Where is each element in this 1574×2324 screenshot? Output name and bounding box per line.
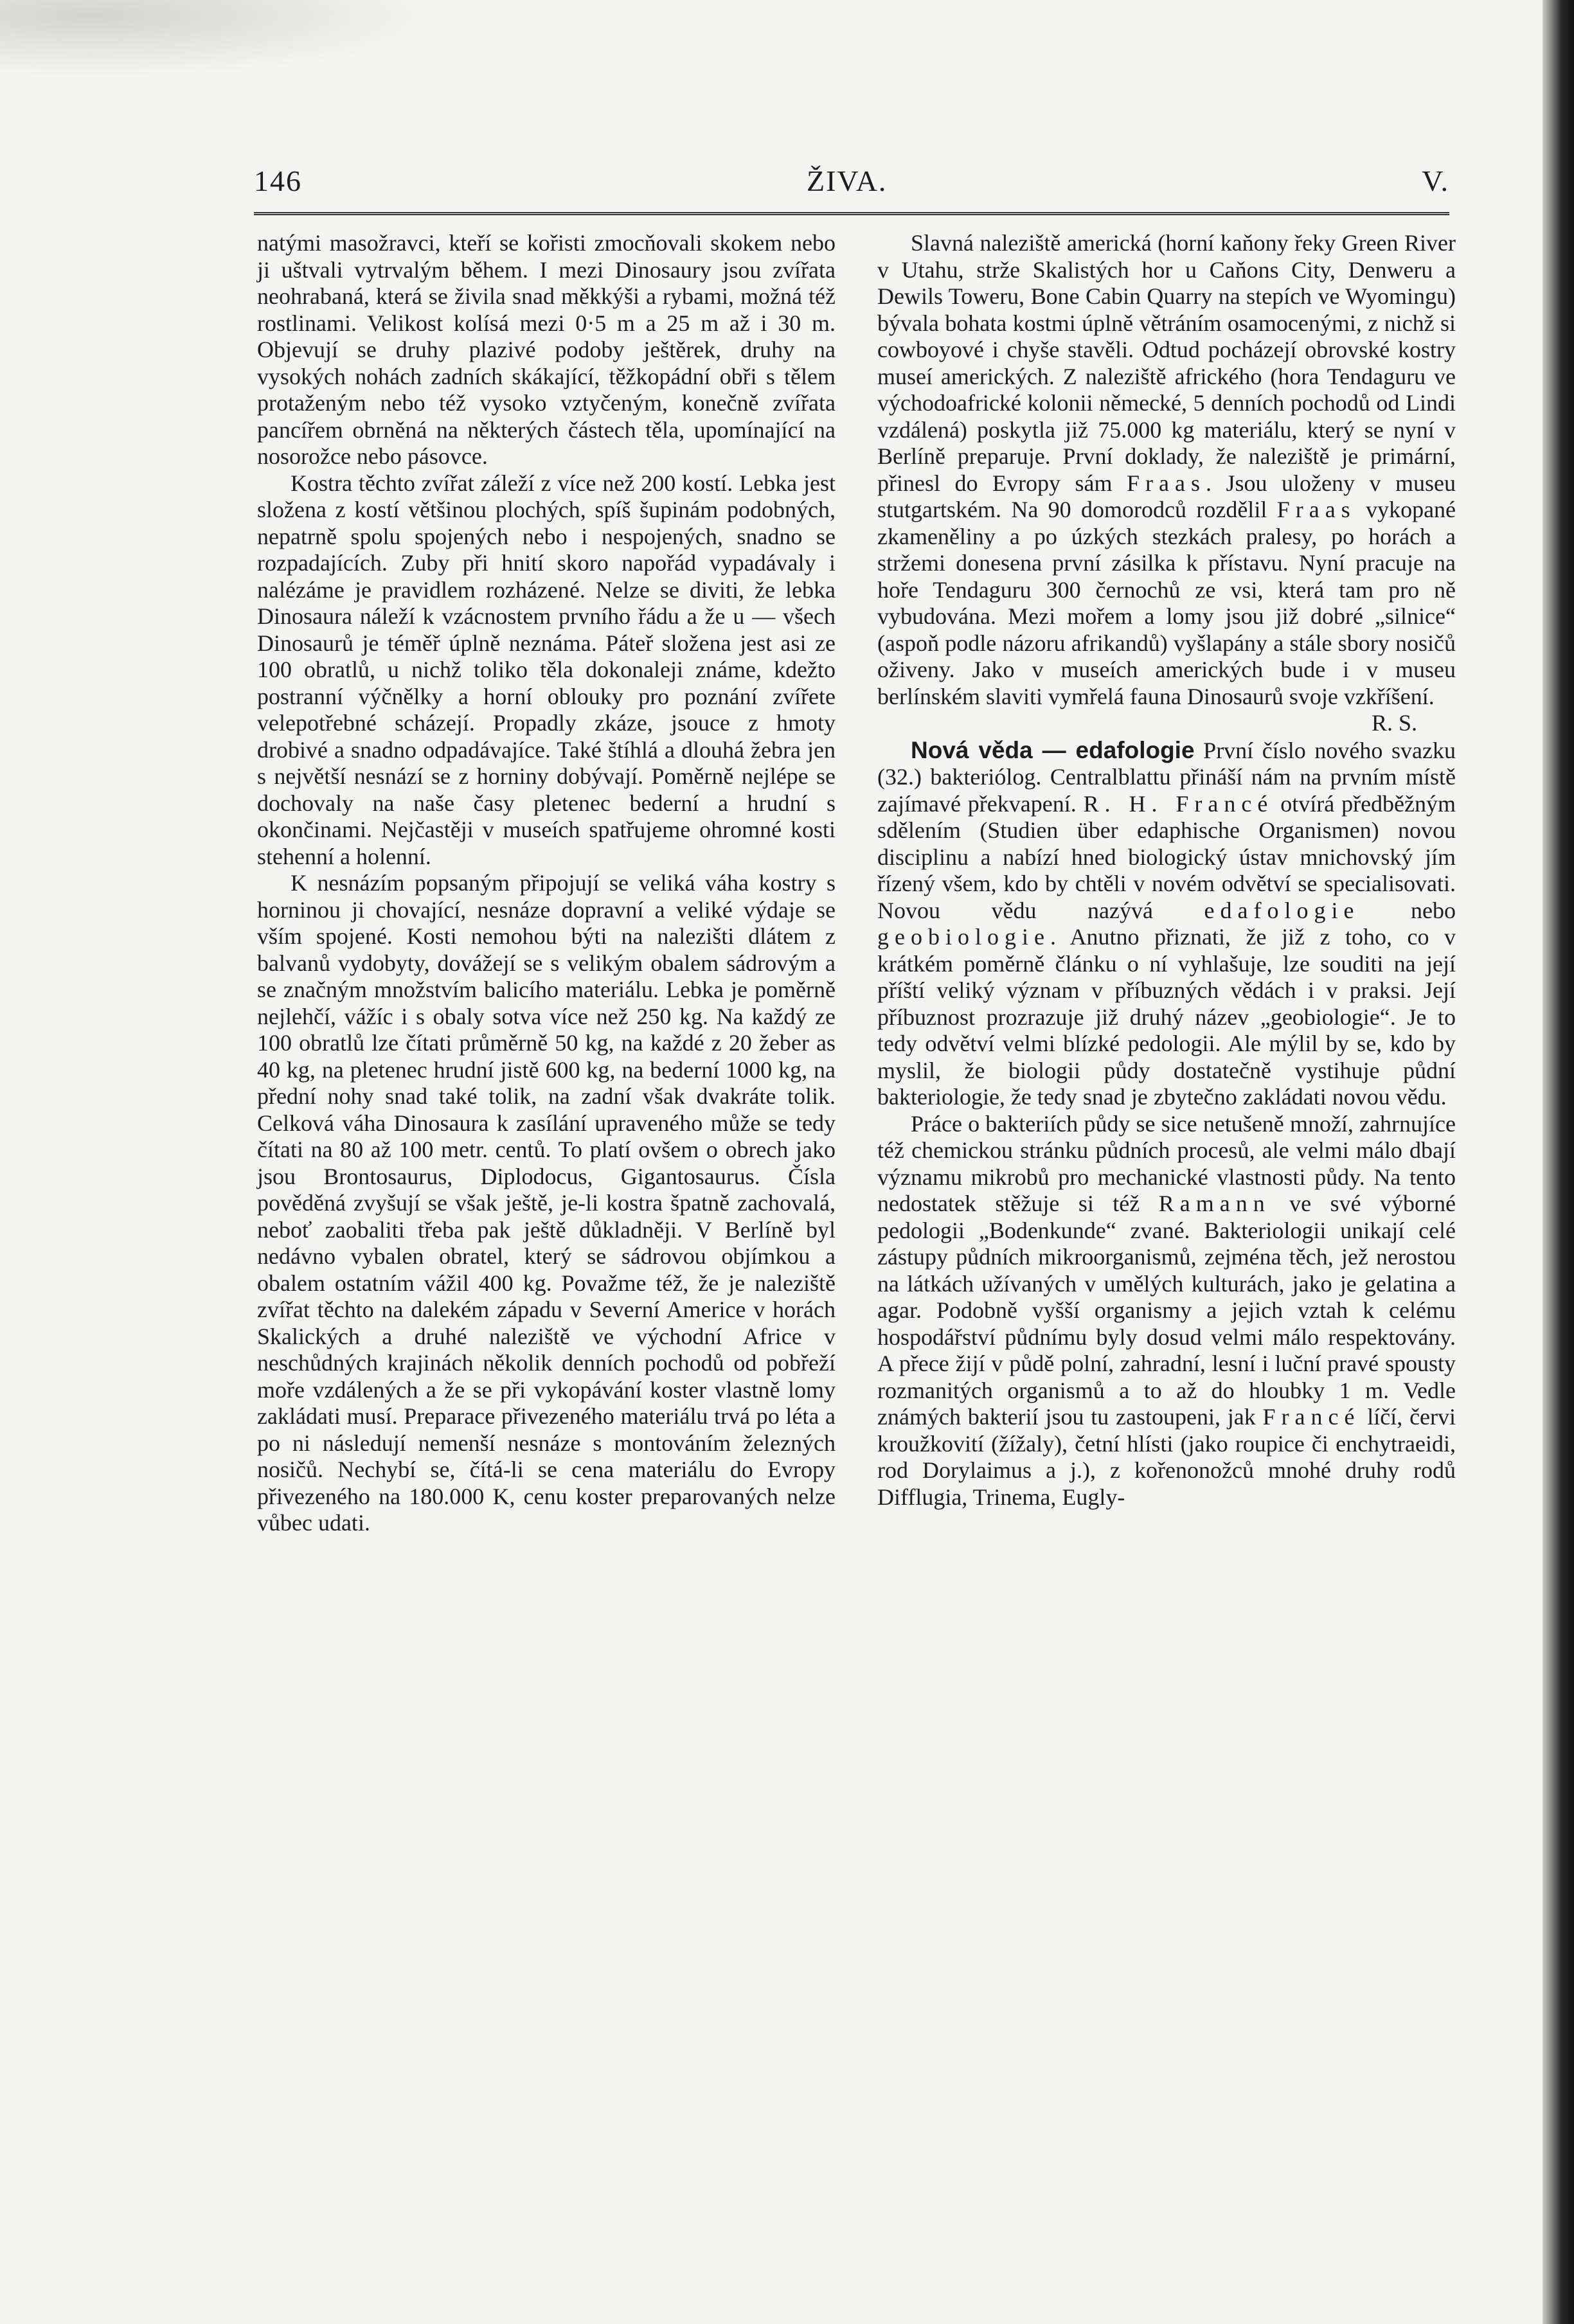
text-run: Slavná naleziště americká (horní kaňony řeky Green River v Utahu, strže Skalistých hor u Caňons City, Denweru a Dewils Toweru, Bone Cabin Quarry na stepích ve Wyomingu) bývala bohata kostmi úplně větráním osamocenými, z nichž si cowboyové i chyše stavěli. Odtud pocházejí obrovské kostry museí amerických. Z naleziště afrického (hora Tendaguru ve východoafrické kolonii německé, 5 denních pochodů od Lindi vzdálená) poskytla již 75.000 kg materiálu, který se nyní v Berlíně preparuje. První doklady, že naleziště je primární, přinesl do Evropy sám: [877, 230, 1456, 496]
section-heading: Nová věda — edafologie: [911, 736, 1195, 763]
text-run: nebo: [1411, 897, 1456, 923]
text-run: ve své výborné pedologii „Bodenkunde“ zvané. Bakteriologii unikají celé zástupy půdních mikroorganismů, zejména těch, jež nerostou na látkách užívaných v umělých kulturách, jako je gelatina a agar. Podobně vyšší organismy a jejich vztah k celému hospodářství půdnímu byly dosud velmi málo respektovány. A přece žijí v půdě polní, zahradní, lesní i luční pravé spousty rozmanitých organismů a to až do hloubky 1 m. Vedle známých bakterií jsou tu zastoupeni, jak: [877, 1191, 1456, 1430]
right-paragraph-3: [877, 1111, 1456, 1511]
right-column: [877, 230, 1456, 1511]
running-header: [254, 164, 1449, 209]
text-run: První číslo nového svazku (32.) bakteriólog. Centralblattu přináší nám na prvním místě zajímavé překvapení.: [877, 737, 1456, 817]
right-paragraph-2: [877, 737, 1456, 1111]
left-paragraph-2: Kostra těchto zvířat záleží z více než 200 kostí. Lebka jest složena z kostí většinou plochých, spíš šupinám podobných, nepatrně spolu spojených nebo i nespojených, snadno se rozpadajících. Zuby při hnití skoro napořád vypadávaly i nalézáme je pravidlem rozházené. Nelze se diviti, že lebka Dinosaura náleží k vzácnostem prvního řádu a že u — všech Dinosaurů je téměř úplně neznáma. Páteř složena jest asi ze 100 obratlů, u nichž toliko těla dokonaleji známe, kdežto postranní výčnělky a horní oblouky pro poznání zvířete velepotřebné scházejí. Propadly zkáze, jsouce z hmoty drobivé a snadno odpadávajíce. Také štíhlá a dlouhá žebra jen s největší nesnází se z horniny dobývají. Poměrně nejlépe se dochovaly na naše časy pletenec bederní a hrudní s okončinami. Nejčastěji v museích spatřujeme ohromné kosti stehenní a holenní.: [257, 470, 836, 869]
volume-number: V.: [1422, 164, 1449, 197]
author-name-fraas: Fraas: [1276, 497, 1356, 522]
article-signature: R. S.: [1371, 710, 1417, 736]
scan-smudge: [0, 0, 450, 77]
term-edafologie: edafologie: [1204, 897, 1360, 923]
text-run: Práce o bakteriích půdy se sice netušeně množí, zahrnujíce též chemickou stránku půdních procesů, ale velmi málo dbají významu mikrobů pro mechanické vlastnosti půdy. Na tento nedostatek stěžuje si též: [877, 1110, 1456, 1216]
journal-title: ŽIVA.: [807, 164, 888, 197]
text-run: otvírá předběžným sdělením (Studien über edaphische Organismen) novou disciplinu a nabízí hned biologický ústav mnichovský jím řízený všem, kdo by chtěli v novém odvětví se specialisovati. Novou vědu nazývá: [877, 790, 1456, 923]
page-number: 146: [254, 164, 302, 197]
author-name-ramann: Ramann: [1158, 1191, 1271, 1216]
author-name-france: R. H. Francé: [1083, 790, 1274, 817]
left-column: [257, 230, 836, 1537]
left-paragraph-1: natými masožravci, kteří se kořisti zmocňovali skokem nebo ji uštvali vytrvalým během. I mezi Dinosaury jsou zvířata neohrabaná, která se živila snad měkkýši a rybami, možná též rostlinami. Velikost kolísá mezi 0·5 m a 25 m až i 30 m. Objevují se druhy plazivé podoby ještěrek, druhy na vysokých nohách zadních skákající, těžkopádní obři s tělem protaženým nebo též vysoko vztyčeným, konečně zvířata pancířem obrněná na některých částech těla, upomínající na nosorožce nebo pásovce.: [257, 230, 836, 469]
right-paragraph-1: [877, 230, 1456, 710]
author-name-france: Francé: [1262, 1404, 1361, 1430]
author-name-fraas: Fraas: [1127, 470, 1206, 496]
text-run: vykopané zkameněliny a po úzkých stezkách pralesy, po horách a stržemi donesena první zásilka k přístavu. Nyní pracuje na hoře Tendaguru 300 černochů ze vsi, která tam pro ně vybudována. Mezi mořem a lomy jsou již dobré „silnice“ (aspoň podle názoru afrikandů) vyšlapány a stále sbory nosičů oživeny. Jako v museích amerických bude i v museu berlínském slaviti vymřelá fauna Dinosaurů svoje vzkříšení.: [877, 497, 1456, 709]
term-geobiologie: geobiologie: [877, 924, 1050, 950]
text-run: líčí, červi kroužkovití (žížaly), četní hlísti (jako roupice či enchytraeidi, rod Dorylaimus a j.), z kořenonožců mnohé druhy rodů Difflugia, Trinema, Eugly-: [877, 1404, 1456, 1510]
text-run: . Anutno přiznati, že již z toho, co v krátkém poměrně článku o ní vyhlašuje, lze souditi na její příští veliký význam v příbuzných vědách i v praksi. Její příbuznost prozrazuje již druhý název „geobiologie“. Je to tedy odvětví velmi blízké pedologii. Ale mýlil by se, kdo by myslil, že biologii půdy dostatečně vystihuje půdní bakteriologie, že tedy snad je zbytečno zakládati novou vědu.: [877, 924, 1456, 1110]
text-run: . Jsou uloženy v museu stutgartském. Na 90 domorodců rozdělil: [877, 470, 1456, 522]
page-edge-shadow: [1543, 0, 1574, 2324]
left-paragraph-3: K nesnázím popsaným připojují se veliká váha kostry s horninou ji chovající, nesnáze dopravní a veliké výdaje se vším spojené. Kosti nemohou býti na nalezišti dlátem z balvanů vydobyty, dovážejí se s velikým obalem sádrovým a se značným množstvím balicího materiálu. Lebka je poměrně nejlehčí, vážíc i s obaly sotva více než 250 kg. Na každý ze 100 obratlů lze čítati průměrně 50 kg, na každé z 20 žeber as 40 kg, na pletenec hrudní jistě 600 kg, na bederní 1000 kg, na přední nohy snad také tolik, na zadní však dvakráte tolik. Celková váha Dinosaura k zasílání upraveného může se tedy čítati na 80 až 100 metr. centů. To platí ovšem o obrech jako jsou Brontosaurus, Diplodocus, Gigantosaurus. Čísla pověděná zvyšují se však ještě, je-li kostra špatně zachovalá, neboť zaobaliti třeba pak ještě důkladněji. V Berlíně byl nedávno vybalen obratel, který se sádrovou objímkou a obalem ostatním vážil 400 kg. Považme též, že je naleziště zvířat těchto na dalekém západu v Severní Americe v horách Skalických a druhé naleziště ve východní Africe v neschůdných krajinách několik denních pochodů od pobřeží moře vzdálených a že se při vykopávání koster vlastně lomy zakládati musí. Preparace přivezeného materiálu trvá po léta a po ni následují nemenší nesnáze s montováním železných nosičů. Nechybí se, čítá-li se cena materiálu do Evropy přivezeného na 180.000 K, cenu koster preparovaných nelze vůbec udati.: [257, 870, 836, 1536]
header-rule: [254, 212, 1449, 215]
